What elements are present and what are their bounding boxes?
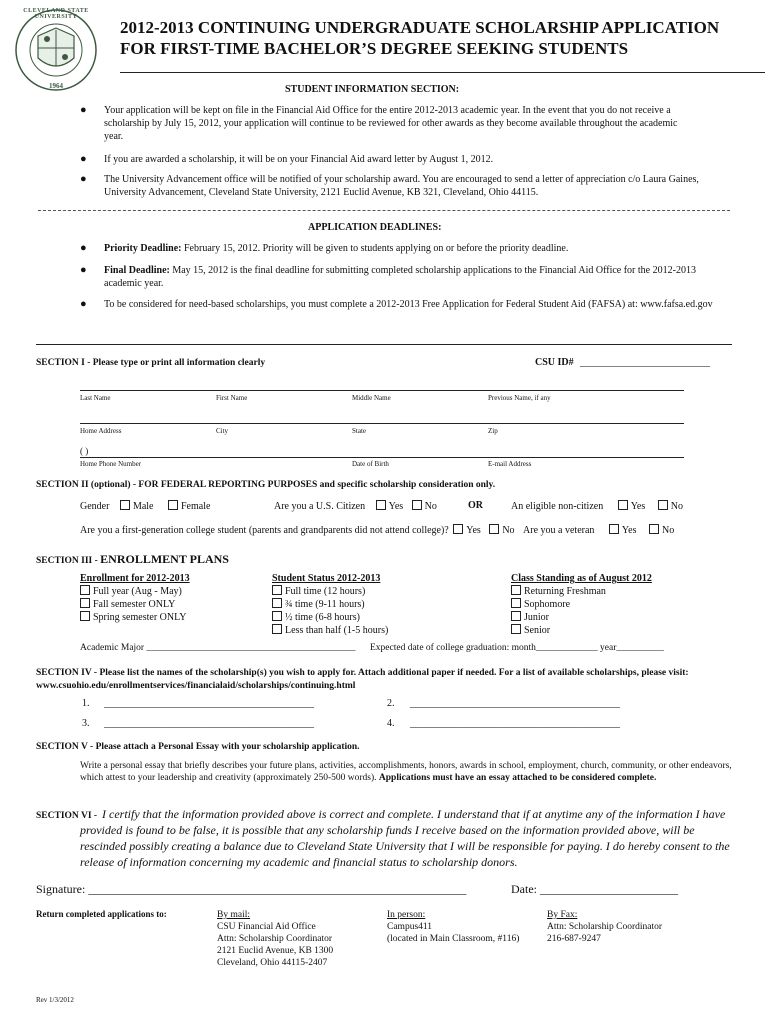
return-label: Return completed applications to: [36,909,167,919]
checkbox[interactable] [272,585,282,595]
bullet-icon: ● [80,242,87,254]
noncitizen-yes-label: Yes [630,501,646,512]
class-option[interactable] [511,598,652,611]
class-sophomore: Sophomore [524,599,571,610]
or-label: OR [468,500,483,511]
noncitizen-question: An eligible non-citizen [511,501,604,512]
status-full-time: Full time (12 hours) [285,586,366,597]
veteran-yes-checkbox[interactable] [609,524,619,534]
citizen-yes-checkbox[interactable] [376,500,386,510]
scholarship-number-4: 4. [387,718,395,729]
enrollment-fall: Fall semester ONLY [93,599,176,610]
fax-line-1: Attn: Scholarship Coordinator [547,922,663,932]
section4-heading: SECTION IV - Please list the names of the scholarship(s) you wish to apply for. Attach additional paper if needed. For a list of available scholarships, please visit: [36,668,689,678]
scholarship-field-3[interactable]: __________________________________________ [104,718,314,729]
status-three-quarter: ¾ time (9-11 hours) [285,599,365,610]
certification-text: I certify that the information provided above is correct and complete. I understand that if at anytime any of the information I have provided is found to be false, it is possible that any scholarship funds I receive based on the information provided above, will be rescinded possibly creating a balance due to Cleveland State University that I will be responsible for paying. I do hereby consent to the release of information concerning my academic and financial status to scholarship donors. [80,807,730,869]
mail-line-1: CSU Financial Aid Office [217,922,316,932]
status-title: Student Status 2012-2013 [272,573,381,584]
checkbox[interactable] [511,585,521,595]
in-person-title: In person: [387,910,426,920]
revision-note: Rev 1/3/2012 [36,996,74,1004]
enrollment-option[interactable] [80,611,190,624]
firstgen-yes-label: Yes [466,525,481,536]
class-junior: Junior [524,612,549,623]
status-option[interactable] [272,611,388,624]
veteran-yes-label: Yes [621,525,637,536]
male-checkbox[interactable] [120,500,130,510]
noncitizen-yes-checkbox[interactable] [618,500,628,510]
noncitizen-row [511,500,683,512]
by-fax-block [547,909,662,945]
priority-deadline-label: Priority Deadline: [104,243,182,254]
form-title-line2: FOR FIRST-TIME BACHELOR’S DEGREE SEEKING STUDENTS [120,39,629,58]
scholarship-list-url[interactable]: www.csuohio.edu/enrollmentservices/financialaid/scholarships/continuing.html [36,681,356,691]
name-line[interactable] [80,380,684,391]
status-option[interactable] [272,585,388,598]
status-column [272,573,388,637]
female-checkbox[interactable] [168,500,178,510]
divider [36,344,732,345]
priority-deadline [104,242,724,255]
section3-title: ENROLLMENT PLANS [100,552,229,566]
essay-body: Write a personal essay that briefly describes your future plans, activities, accomplishments, honors, awards in school, employment, church, community, or other endeavors, which attest to your leadership and creativity (approximately 250-500 words). [80,761,732,783]
firstgen-no-checkbox[interactable] [489,524,499,534]
bullet-icon: ● [80,153,87,165]
final-deadline-text: May 15, 2012 is the final deadline for submitting completed scholarship applications to the Financial Aid Office for the 2012-2013 academic year. [104,265,696,289]
noncitizen-no-checkbox[interactable] [658,500,668,510]
class-option[interactable] [511,611,652,624]
class-option[interactable] [511,624,652,637]
section5-heading: SECTION V - Please attach a Personal Essay with your scholarship application. [36,742,360,752]
dob-label: Date of Birth [352,460,389,468]
bullet-icon: ● [80,104,87,116]
bullet-icon: ● [80,264,87,276]
mail-line-3: 2121 Euclid Avenue, KB 1300 [217,946,334,956]
class-option[interactable] [511,585,652,598]
academic-major-field[interactable]: Academic Major ____________________________________________ [80,643,356,653]
student-info-heading: STUDENT INFORMATION SECTION: [285,84,460,95]
section1-heading: SECTION I - Please type or print all information clearly [36,358,266,368]
final-deadline-label: Final Deadline: [104,265,170,276]
veteran-question: Are you a veteran [523,525,595,536]
essay-instructions [80,760,732,784]
by-fax-title: By Fax: [547,910,578,920]
state-label: State [352,427,366,435]
by-mail-block [217,909,333,969]
checkbox[interactable] [80,598,90,608]
firstgen-no-label: No [502,525,515,536]
graduation-date-field[interactable]: Expected date of college graduation: month_____________ year__________ [370,643,664,653]
citizen-row [274,500,437,512]
veteran-no-label: No [661,525,675,536]
class-column [511,573,652,637]
scholarship-field-1[interactable]: __________________________________________ [104,698,314,709]
person-line-2: (located in Main Classroom, #116) [387,934,520,944]
status-option[interactable] [272,624,388,637]
home-phone-label: Home Phone Number [80,460,142,468]
signature-field[interactable]: Signature: _______________________________________________________________ [36,882,467,896]
csu-id-label: CSU ID# [535,357,574,368]
citizen-question: Are you a U.S. Citizen [274,501,366,512]
in-person-block [387,909,519,945]
checkbox[interactable] [272,598,282,608]
info-bullet-3: The University Advancement office will be notified of your scholarship award. You are encouraged to send a letter of appreciation c/o Laura Gaines, University Advancement, Cleveland State University, 2121 Euclid Avenue, KB 321, Cleveland, Ohio 44115. [104,174,699,198]
section6-label: SECTION VI - [36,811,98,821]
fax-line-2: 216-687-9247 [547,934,601,944]
city-label: City [216,427,229,435]
noncitizen-no-label: No [670,501,683,512]
checkbox[interactable] [272,624,282,634]
citizen-no-label: No [424,501,437,512]
veteran-no-checkbox[interactable] [649,524,659,534]
enrollment-spring: Spring semester ONLY [93,612,187,623]
firstgen-row [80,524,674,536]
scholarship-number-3: 3. [82,718,90,729]
middle-name-label: Middle Name [352,394,391,402]
first-name-label: First Name [216,394,248,402]
mail-line-4: Cleveland, Ohio 44115-2407 [217,958,328,968]
firstgen-question: Are you a first-generation college student (parents and grandparents did not attend college)? [80,525,449,536]
form-title-line1: 2012-2013 CONTINUING UNDERGRADUATE SCHOLARSHIP APPLICATION [120,18,720,37]
class-senior: Senior [524,625,551,636]
checkbox[interactable] [272,611,282,621]
status-less-than-half: Less than half (1-5 hours) [285,625,389,636]
bullet-icon: ● [80,298,87,310]
enrollment-title: Enrollment for 2012-2013 [80,573,190,584]
mail-line-2: Attn: Scholarship Coordinator [217,934,333,944]
male-label: Male [132,501,154,512]
bullet-icon: ● [80,173,87,185]
status-half: ½ time (6-8 hours) [285,612,360,623]
scholarship-field-2[interactable]: __________________________________________ [410,698,620,709]
email-label: E-mail Address [488,460,532,468]
gender-label: Gender [80,501,110,512]
essay-required-note: Applications must have an essay attached to be considered complete. [378,773,657,783]
gender-row [80,500,210,512]
seal-year: 1964 [49,82,63,90]
title-rule [120,72,765,73]
class-freshman: Returning Freshman [524,586,606,597]
enrollment-full-year: Full year (Aug - May) [93,586,182,597]
checkbox[interactable] [511,624,521,634]
info-bullet-1: Your application will be kept on file in the Financial Aid Office for the entire 2012-2013 academic year. In the event that you do not receive a scholarship by July 15, 2012, your application will continue to be reviewed for other awards as they become available throughout the academic year. [104,105,678,142]
phone-line[interactable] [80,447,684,458]
enrollment-option[interactable] [80,585,190,598]
final-deadline [104,264,724,290]
fafsa-note: To be considered for need-based scholarships, you must complete a 2012-2013 Free Application for Federal Student Aid (FAFSA) at: www.fafsa.ed.gov [104,299,713,310]
scholarship-field-4[interactable]: __________________________________________ [410,718,620,729]
section2-heading: SECTION II (optional) - FOR FEDERAL REPORTING PURPOSES and specific scholarship consideration only. [36,480,496,490]
previous-name-label: Previous Name, if any [488,394,551,402]
status-option[interactable] [272,598,388,611]
checkbox[interactable] [511,611,521,621]
deadlines-heading: APPLICATION DEADLINES: [308,222,442,233]
divider [38,210,730,211]
last-name-label: Last Name [80,394,111,402]
person-line-1: Campus411 [387,922,433,932]
section3-heading [36,552,229,567]
zip-label: Zip [488,427,498,435]
enrollment-option[interactable] [80,598,190,611]
home-address-label: Home Address [80,427,122,435]
csu-id-field[interactable]: __________________________ [580,357,710,368]
date-field[interactable]: Date: _______________________ [511,882,678,896]
female-label: Female [180,501,211,512]
checkbox[interactable] [511,598,521,608]
section3-prefix: SECTION III - [36,556,101,566]
checkbox[interactable] [80,585,90,595]
class-title: Class Standing as of August 2012 [511,573,652,584]
address-line[interactable] [80,413,684,424]
university-seal [14,8,98,92]
seal-arc-text: CLEVELAND STATE UNIVERSITY [23,8,89,20]
citizen-no-checkbox[interactable] [412,500,422,510]
enrollment-column [80,573,190,624]
phone-area-code: ( ) [80,446,89,456]
priority-deadline-text: February 15, 2012. Priority will be given to students applying on or before the priority deadline. [181,243,569,254]
scholarship-number-2: 2. [387,698,395,709]
by-mail-title: By mail: [217,910,250,920]
checkbox[interactable] [80,611,90,621]
citizen-yes-label: Yes [388,501,404,512]
scholarship-number-1: 1. [82,698,90,709]
info-bullet-2: If you are awarded a scholarship, it will be on your Financial Aid award letter by August 1, 2012. [104,154,494,165]
firstgen-yes-checkbox[interactable] [453,524,463,534]
